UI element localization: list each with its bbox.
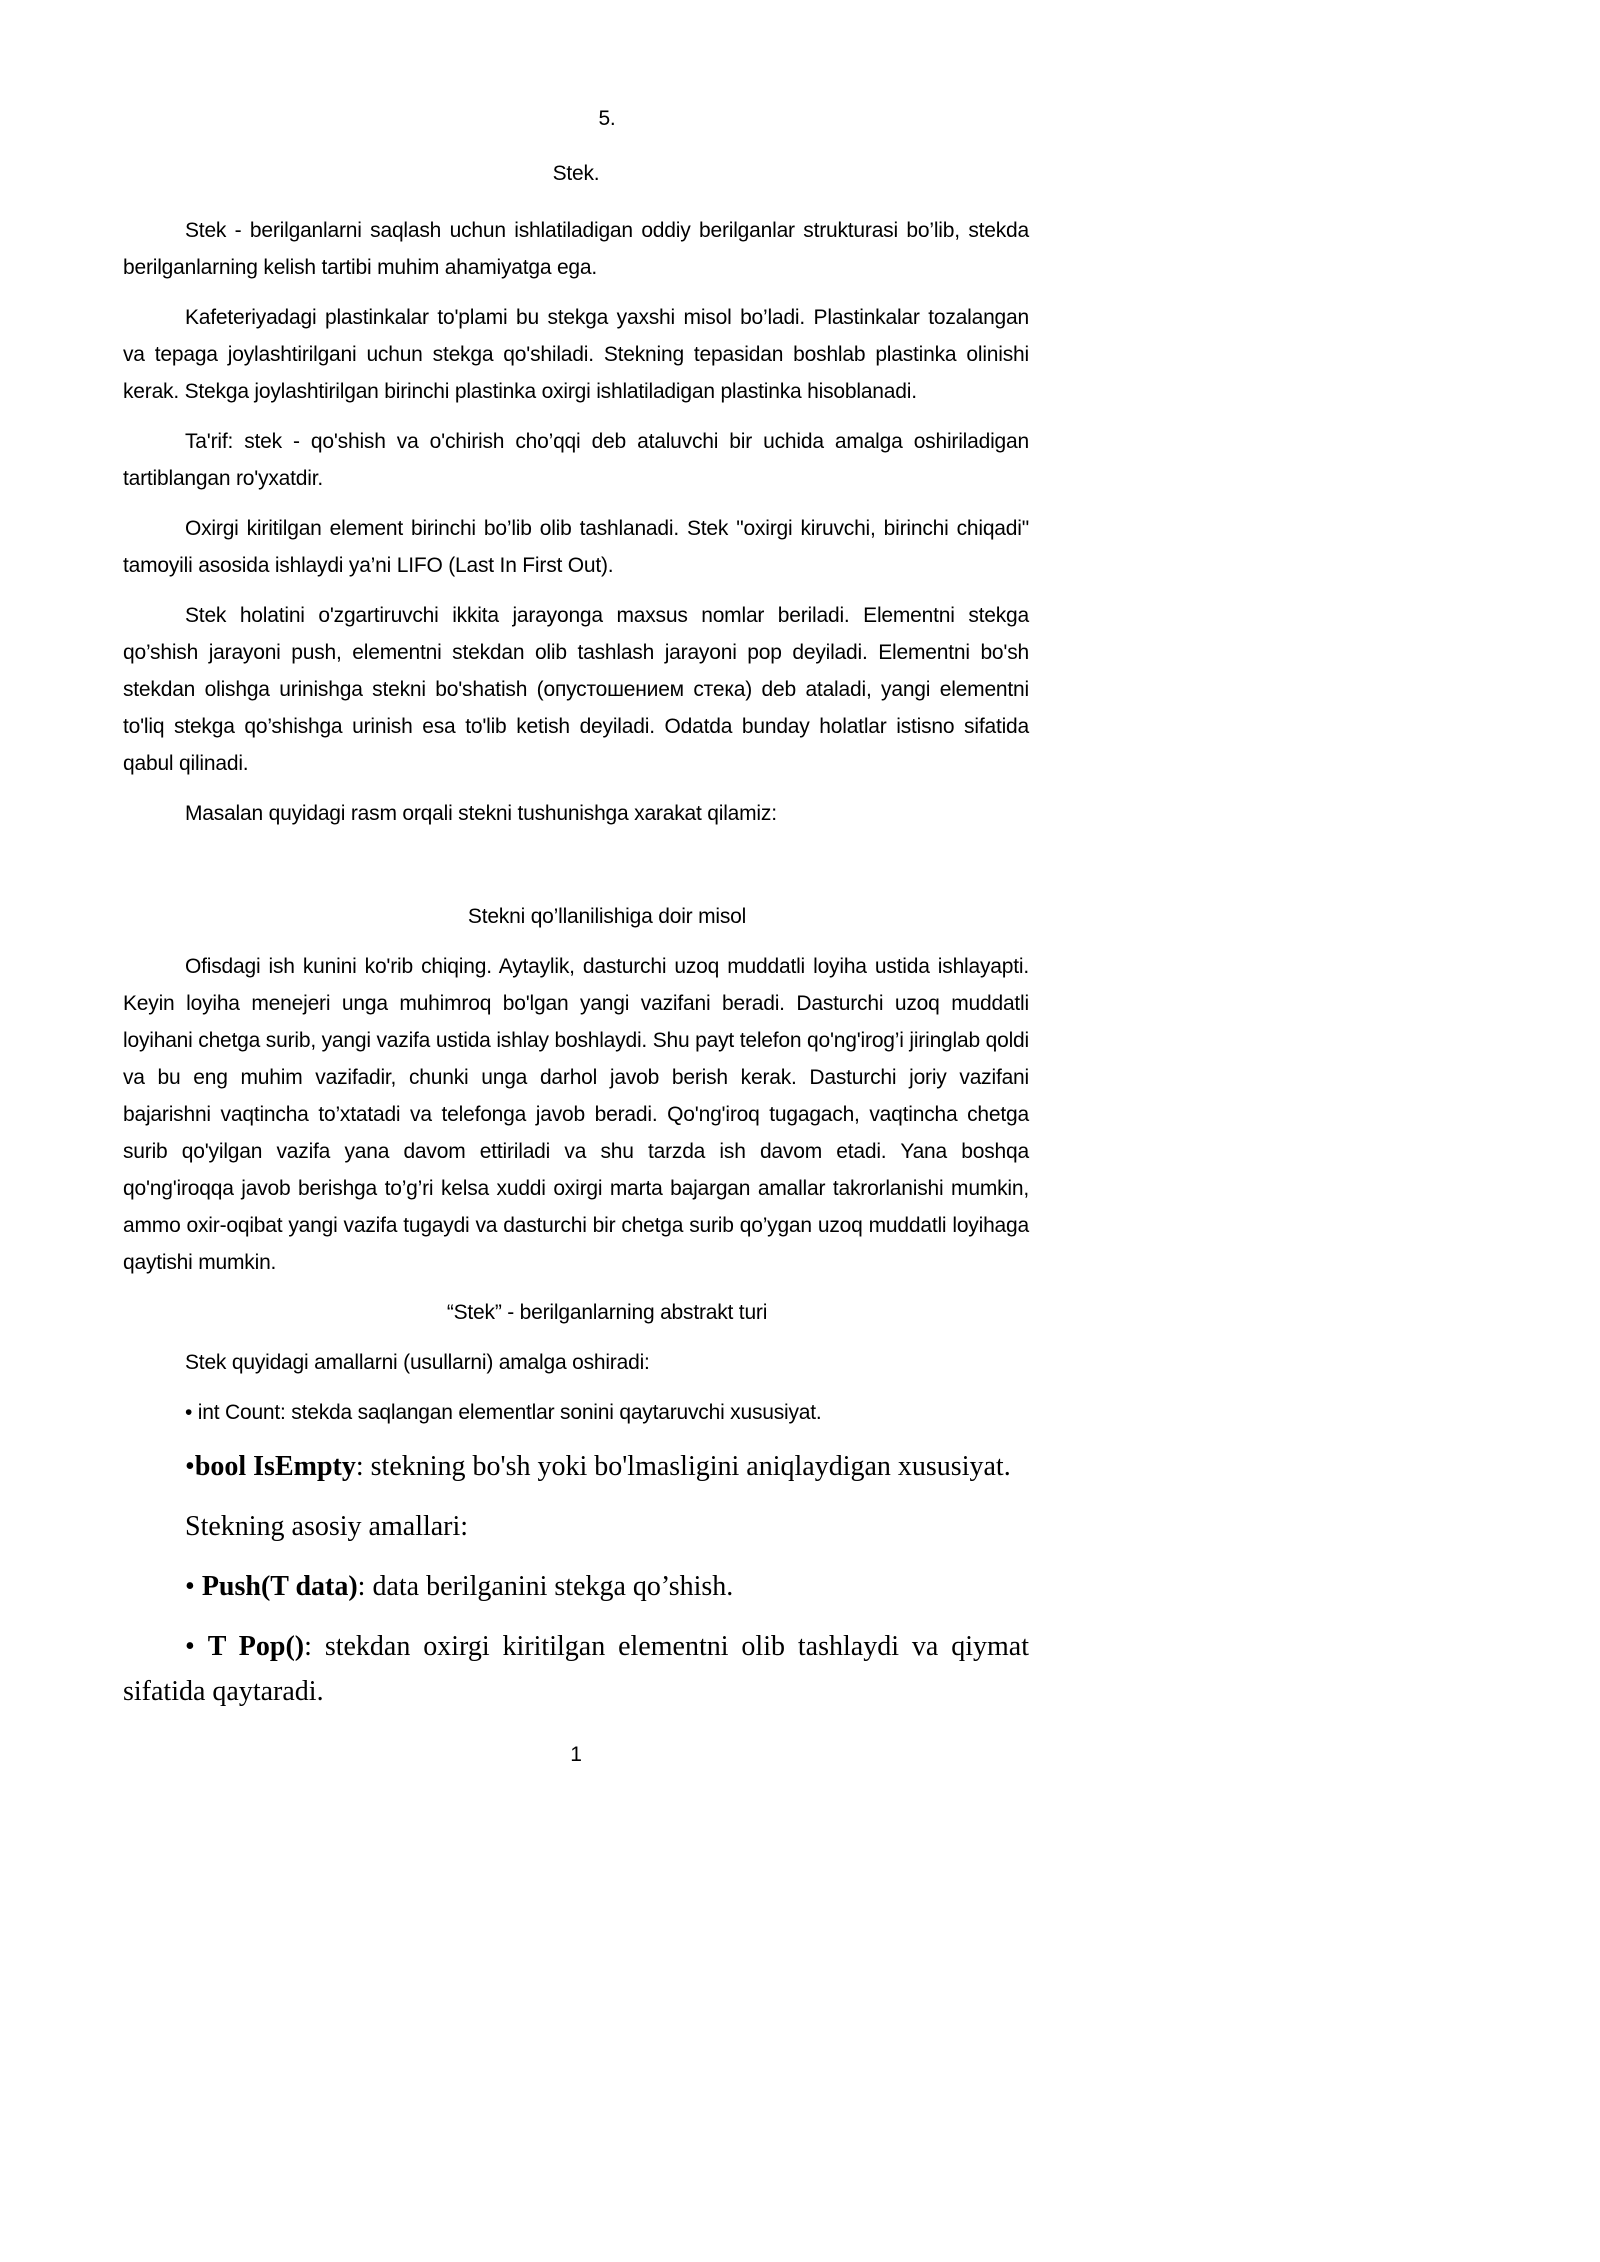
heading-basic-operations: Stekning asosiy amallari: [185, 1511, 469, 1542]
bullet-isempty [123, 1444, 1029, 1489]
document-title: Stek. [552, 162, 600, 185]
paragraph-lifo: Oxirgi kiritilgan element birinchi bo’lib olib tashlanadi. Stek "oxirgi kiruvchi, birinchi chiqadi" tamoyili asosida ishlaydi ya’ni LIFO (Last In First Out). [123, 517, 1029, 577]
bullet-push-term: Push(T data) [201, 1571, 358, 1602]
document-content [123, 100, 1029, 1773]
bullet-isempty-description: : stekning bo'sh yoki bo'lmasligini aniqlaydigan xususiyat. [355, 1451, 1011, 1482]
paragraph-example-lead: Masalan quyidagi rasm orqali stekni tushunishga xarakat qilamiz: [185, 802, 777, 825]
bullet-push [123, 1564, 1029, 1609]
paragraph-cafeteria-example: Kafeteriyadagi plastinkalar to'plami bu stekga yaxshi misol bo’ladi. Plastinkalar tozalangan va tepaga joylashtirilgani uchun stekga qo'shiladi. Stekning tepasidan boshlab plastinka olinishi kerak. Stekga joylashtirilgan birinchi plastinka oxirgi ishlatiladigan plastinka hisoblanadi. [123, 306, 1029, 403]
paragraph-push-pop: Stek holatini o'zgartiruvchi ikkita jarayonga maxsus nomlar beriladi. Elementni stekga qo’shish jarayoni push, elementni stekdan olib tashlash jarayoni pop deyiladi. Elementni bo'sh stekdan olishga urinishga stekni bo'shatish (опустошением стека) deb ataladi, yangi elementni to'liq stekga qo’shishga urinish esa to'lib ketish deyiladi. Odatda bunday holatlar istisno sifatida qabul qilinadi. [123, 604, 1029, 775]
paragraph-intro: Stek - berilganlarni saqlash uchun ishlatiladigan oddiy berilganlar strukturasi bo’lib, stekda berilganlarning kelish tartibi muhim ahamiyatga ega. [123, 219, 1029, 279]
bullet-pop-description: : stekdan oxirgi kiritilgan elementni olib tashlaydi va qiymat sifatida qaytaradi. [123, 1631, 1029, 1707]
bullet-int-count: • int Count: stekda saqlangan elementlar sonini qaytaruvchi xususiyat. [185, 1401, 822, 1424]
bullet-pop [123, 1624, 1029, 1714]
paragraph-office-example: Ofisdagi ish kunini ko'rib chiqing. Aytaylik, dasturchi uzoq muddatli loyiha ustida ishlayapti. Keyin loyiha menejeri unga muhimroq bo'lgan yangi vazifani beradi. Dasturchi uzoq muddatli loyihani chetga surib, yangi vazifa ustida ishlay boshlaydi. Shu payt telefon qo'ng'irog’i jiringlab qoldi va bu eng muhim vazifadir, chunki unga darhol javob berish kerak. Dasturchi joriy vazifani bajarishni vaqtincha to’xtatadi va telefonga javob beradi. Qo'ng'iroq tugagach, vaqtincha chetga surib qo'yilgan vazifa yana davom ettiriladi va shu tarzda ish davom etadi. Yana boshqa qo'ng'iroqqa javob berishga to’g’ri kelsa xuddi oxirgi marta bajargan amallar takrorlanishi mumkin, ammo oxir-oqibat yangi vazifa tugaydi va dasturchi bir chetga surib qo’ygan uzoq muddatli loyihaga qaytishi mumkin. [123, 955, 1029, 1274]
bullet-isempty-marker: • [185, 1451, 195, 1482]
bullet-pop-marker: • [185, 1631, 208, 1662]
heading-usage-example: Stekni qo’llanilishiga doir misol [467, 905, 747, 928]
bullet-isempty-term: bool IsEmpty [194, 1451, 356, 1482]
heading-abstract-type: “Stek” - berilganlarning abstrakt turi [446, 1301, 768, 1324]
bullet-push-description: : data berilganini stekga qo’shish. [357, 1571, 734, 1602]
paragraph-operations-lead: Stek quyidagi amallarni (usullarni) amalga oshiradi: [185, 1351, 650, 1374]
page-header-number: 5. [598, 107, 616, 130]
page-footer-number: 1 [570, 1743, 582, 1766]
paragraph-definition: Ta'rif: stek - qo'shish va o'chirish cho’qqi deb ataluvchi bir uchida amalga oshiriladigan tartiblangan ro'yxatdir. [123, 430, 1029, 490]
bullet-pop-term: T Pop() [207, 1631, 305, 1662]
bullet-push-marker: • [185, 1571, 202, 1602]
